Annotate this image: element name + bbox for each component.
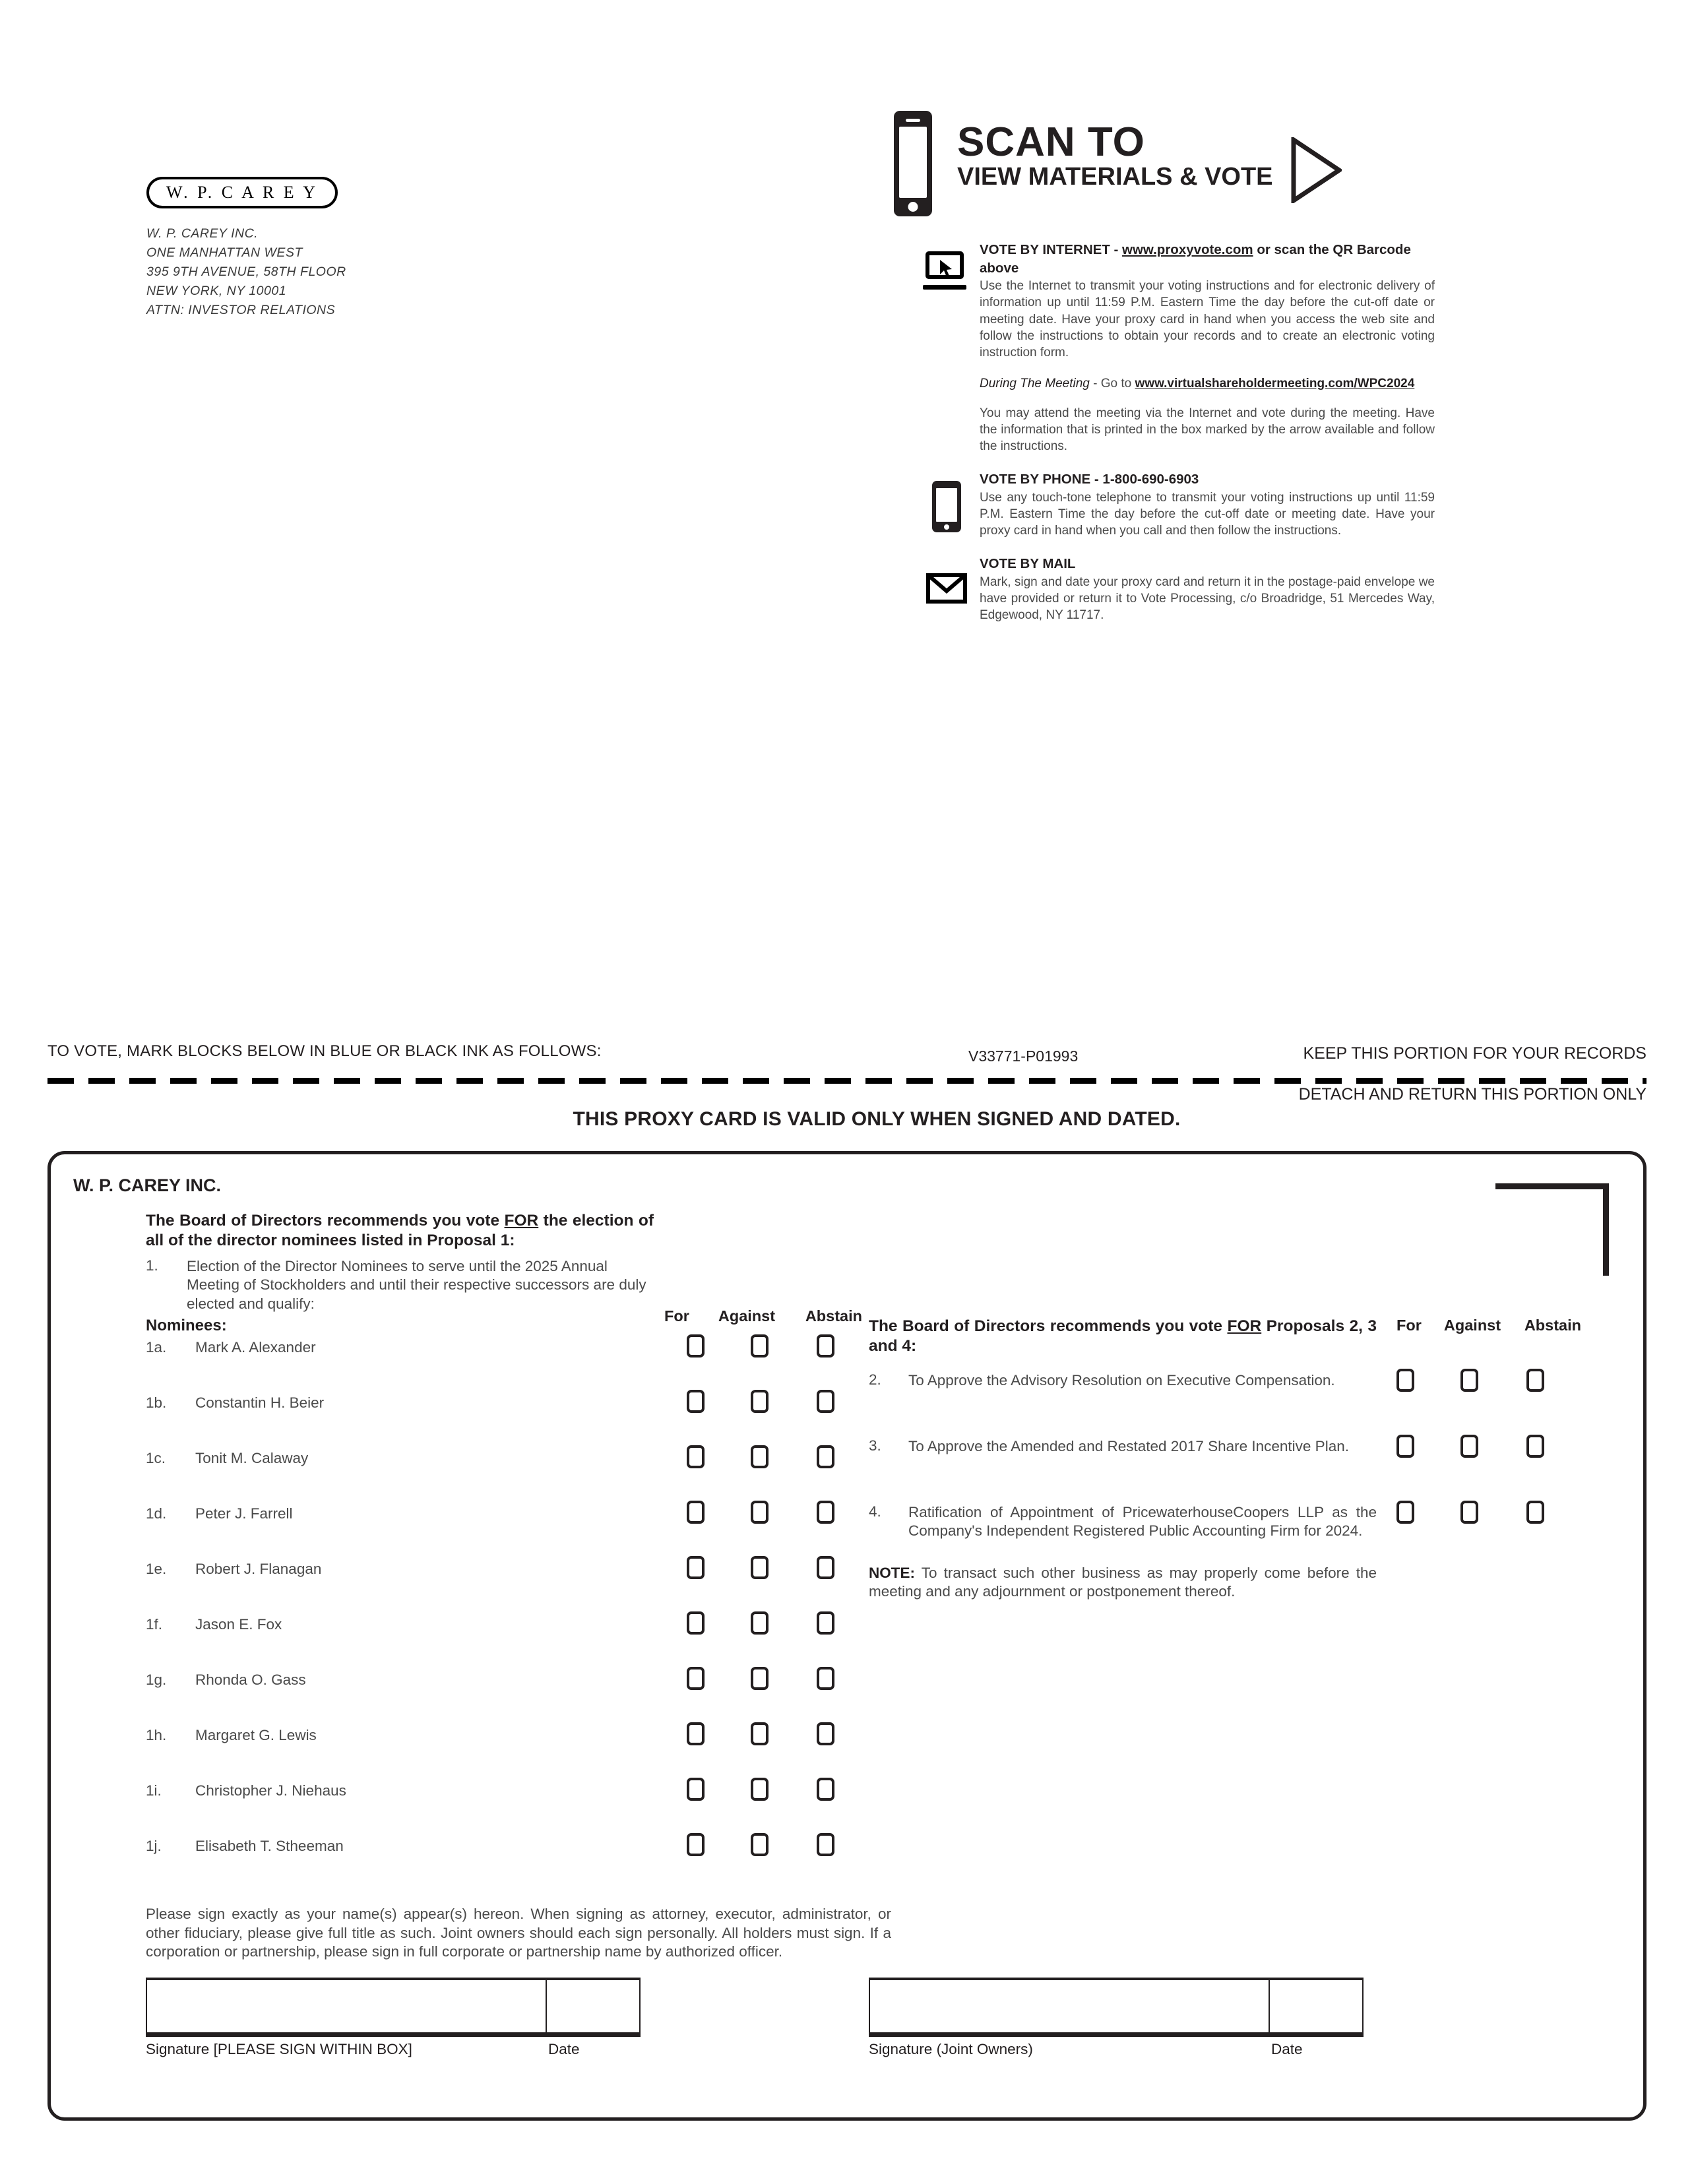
checkbox-abstain[interactable] — [817, 1667, 834, 1690]
nominee-vote-cells — [687, 1667, 885, 1690]
table-row — [73, 1616, 865, 1671]
note-label: NOTE: — [869, 1564, 915, 1581]
nominee-id: 1d. — [146, 1505, 167, 1522]
nominee-vote-cells — [687, 1334, 885, 1357]
nominee-name: Margaret G. Lewis — [195, 1727, 317, 1743]
envelope-icon — [926, 573, 967, 604]
mail-text — [980, 555, 1435, 623]
checkbox-against[interactable] — [1460, 1369, 1478, 1392]
checkbox-against[interactable] — [751, 1390, 769, 1413]
vote-by-mail-row — [914, 555, 1435, 623]
nominee-vote-cells — [687, 1501, 885, 1524]
table-row — [73, 1505, 865, 1561]
mail-icon-cell — [914, 555, 980, 623]
date-field-joint[interactable] — [1270, 1980, 1362, 2032]
nominee-vote-cells — [687, 1778, 885, 1801]
checkbox-for[interactable] — [687, 1833, 705, 1856]
signature-label-joint: Signature (Joint Owners) — [869, 2041, 1033, 2057]
during-meeting-mid: - Go to — [1089, 376, 1135, 390]
table-row — [73, 1339, 865, 1394]
header-for-right: For — [1396, 1317, 1422, 1334]
keep-portion-label: KEEP THIS PORTION FOR YOUR RECORDS — [1303, 1044, 1647, 1063]
nominee-name: Elisabeth T. Stheeman — [195, 1838, 344, 1854]
left-column-headers — [664, 1307, 862, 1325]
proposal-3-row — [869, 1437, 1621, 1489]
nominee-id: 1c. — [146, 1450, 166, 1466]
phone-icon-cell — [914, 470, 980, 539]
header-for-left: For — [664, 1307, 689, 1325]
checkbox-for[interactable] — [687, 1722, 705, 1745]
scan-text-group — [957, 119, 1273, 191]
control-number: V33771-P01993 — [968, 1047, 1079, 1065]
internet-head-prefix: VOTE BY INTERNET - — [980, 242, 1123, 257]
signature-labels-primary — [146, 2041, 641, 2058]
address-line-4: NEW YORK, NY 10001 — [146, 284, 287, 298]
proxyvote-url[interactable]: www.proxyvote.com — [1122, 242, 1253, 257]
table-row — [73, 1838, 865, 1893]
phone-speaker-icon — [906, 119, 920, 122]
scan-to-banner — [894, 111, 1342, 216]
checkbox-for[interactable] — [687, 1667, 705, 1690]
right-column-headers — [1396, 1317, 1594, 1334]
checkbox-abstain[interactable] — [817, 1445, 834, 1468]
checkbox-abstain[interactable] — [1526, 1369, 1544, 1392]
signature-box-primary[interactable] — [146, 1978, 641, 2037]
checkbox-for[interactable] — [687, 1556, 705, 1579]
logo-pill — [146, 177, 338, 208]
address-line-5: ATTN: INVESTOR RELATIONS — [146, 303, 336, 317]
checkbox-against[interactable] — [751, 1445, 769, 1468]
nominee-name: Tonit M. Calaway — [195, 1450, 309, 1466]
checkbox-abstain[interactable] — [817, 1501, 834, 1524]
nominee-vote-cells — [687, 1833, 885, 1856]
proposal-3-number: 3. — [869, 1437, 881, 1454]
card-company-title: W. P. CAREY INC. — [73, 1175, 222, 1195]
mail-heading: VOTE BY MAIL — [980, 555, 1076, 571]
checkbox-against[interactable] — [751, 1722, 769, 1745]
nominee-name: Jason E. Fox — [195, 1616, 282, 1633]
note-body: To transact such other business as may properly come before the meeting and any adjournment or postponement thereof. — [869, 1564, 1377, 1600]
phone-heading: VOTE BY PHONE - 1-800-690-6903 — [980, 472, 1199, 487]
play-arrow-icon — [1290, 137, 1342, 203]
proposal-2-text: To Approve the Advisory Resolution on Executive Compensation. — [908, 1371, 1335, 1388]
nominee-name: Peter J. Farrell — [195, 1505, 293, 1522]
right-column — [869, 1317, 1621, 1602]
cursor-icon — [940, 260, 955, 278]
proposal-4-number: 4. — [869, 1503, 881, 1520]
phone-text — [980, 470, 1435, 539]
proposal-4-text: Ratification of Appointment of PricewaterhouseCoopers LLP as the Company's Independent Registered Public Accounting Firm for 2024. — [908, 1503, 1377, 1540]
voting-instructions — [914, 241, 1435, 627]
signature-field-joint[interactable] — [870, 1980, 1270, 2032]
rec1-post: the election of all of the director nominees listed in Proposal 1: — [146, 1212, 654, 1250]
checkbox-abstain[interactable] — [817, 1334, 834, 1357]
signature-instructions: Please sign exactly as your name(s) appear(s) hereon. When signing as attorney, executor, administrator, or other fiduciary, please give full title as such. Joint owners should each sign personally. All holders must sign. If a corporation or partnership, please sign in full corporate or partnership name by authorized officer. — [146, 1906, 891, 1960]
signature-block-primary — [146, 1978, 641, 2058]
valid-when-signed-notice: THIS PROXY CARD IS VALID ONLY WHEN SIGNED AND DATED. — [573, 1108, 1181, 1130]
date-label-primary: Date — [548, 2041, 580, 2057]
date-field-primary[interactable] — [547, 1980, 639, 2032]
internet-text — [980, 241, 1435, 454]
rec1-for: FOR — [504, 1212, 539, 1230]
signature-labels-joint — [869, 2041, 1364, 2058]
nominee-id: 1a. — [146, 1339, 167, 1356]
during-meeting-line — [980, 375, 1435, 392]
proposal-2-row — [869, 1371, 1621, 1423]
recommendation-proposal-1 — [146, 1211, 654, 1251]
checkbox-for[interactable] — [1396, 1501, 1414, 1524]
checkbox-against[interactable] — [751, 1501, 769, 1524]
internet-head-suffix: or scan the QR Barcode above — [980, 242, 1411, 276]
nominee-id: 1f. — [146, 1616, 163, 1633]
nominee-name: Mark A. Alexander — [195, 1339, 316, 1356]
table-row — [73, 1394, 865, 1450]
internet-body: Use the Internet to transmit your voting instructions and for electronic delivery of information up until 11:59 P.M. Eastern Time the day before the cut-off date or meeting date. Have your proxy card in hand when you access the web site and follow the instructions to obtain your records and to create an electronic voting instruction form. — [980, 279, 1435, 359]
view-materials-vote-label: VIEW MATERIALS & VOTE — [957, 162, 1273, 191]
nominee-list — [73, 1339, 865, 1893]
rec1-pre: The Board of Directors recommends you vote — [146, 1212, 505, 1230]
nominee-vote-cells — [687, 1445, 885, 1468]
rec2-post: Proposals 2, 3 and 4: — [869, 1317, 1377, 1356]
checkbox-against[interactable] — [751, 1667, 769, 1690]
smartphone-icon — [894, 111, 932, 216]
header-against-left: Against — [718, 1307, 776, 1325]
nominee-vote-cells — [687, 1722, 885, 1745]
vote-by-internet-row — [914, 241, 1435, 454]
table-row — [73, 1450, 865, 1505]
laptop-icon-cell — [914, 241, 980, 454]
phone-body: Use any touch-tone telephone to transmit your voting instructions up until 11:59 P.M. Eastern Time the day before the cut-off date or meeting date. Have your proxy card in hand when you call and then follow the instructions. — [980, 490, 1435, 538]
checkbox-against[interactable] — [751, 1833, 769, 1856]
nominee-vote-cells — [687, 1556, 885, 1579]
nominee-name: Robert J. Flanagan — [195, 1561, 322, 1577]
laptop-icon — [925, 251, 968, 284]
internet-heading — [980, 241, 1435, 277]
nominee-id: 1e. — [146, 1561, 167, 1577]
signature-field-primary[interactable] — [147, 1980, 547, 2032]
nominee-name: Christopher J. Niehaus — [195, 1782, 346, 1799]
mailing-address — [146, 224, 346, 320]
address-line-3: 395 9TH AVENUE, 58TH FLOOR — [146, 265, 346, 279]
checkbox-against[interactable] — [751, 1611, 769, 1635]
checkbox-for[interactable] — [687, 1501, 705, 1524]
checkbox-against[interactable] — [751, 1334, 769, 1357]
checkbox-against[interactable] — [1460, 1501, 1478, 1524]
proposal-1-number: 1. — [146, 1257, 158, 1274]
checkbox-abstain[interactable] — [817, 1390, 834, 1413]
nominee-id: 1g. — [146, 1671, 167, 1688]
checkbox-abstain[interactable] — [817, 1611, 834, 1635]
nominees-label: Nominees: — [146, 1317, 227, 1335]
proxy-card-body — [47, 1151, 1647, 2121]
proposal-1-text: Election of the Director Nominees to serve until the 2025 Annual Meeting of Stockholders and until their respective successors are duly elected and qualify: — [187, 1257, 646, 1312]
proposal-3-text: To Approve the Amended and Restated 2017 Share Incentive Plan. — [908, 1437, 1349, 1454]
proposal-2-number: 2. — [869, 1371, 881, 1388]
nominee-id: 1b. — [146, 1394, 167, 1411]
address-line-2: ONE MANHATTAN WEST — [146, 245, 303, 260]
during-meeting-body: You may attend the meeting via the Internet and vote during the meeting. Have the information that is printed in the box marked by the arrow available and follow the instructions. — [980, 406, 1435, 453]
checkbox-for[interactable] — [687, 1334, 705, 1357]
signature-block-joint — [869, 1978, 1364, 2058]
logo-text: W. P. C A R E Y — [166, 183, 318, 202]
nominee-name: Rhonda O. Gass — [195, 1671, 306, 1688]
nominee-name: Constantin H. Beier — [195, 1394, 325, 1411]
checkbox-abstain[interactable] — [817, 1833, 834, 1856]
checkbox-against[interactable] — [1460, 1435, 1478, 1458]
company-logo — [146, 177, 338, 208]
proposal-4-row — [869, 1503, 1621, 1555]
table-row — [73, 1561, 865, 1616]
header-abstain-right: Abstain — [1524, 1317, 1581, 1334]
checkbox-abstain[interactable] — [817, 1722, 834, 1745]
proposal-1-row — [146, 1257, 654, 1314]
nominee-id: 1i. — [146, 1782, 162, 1799]
registration-corner-mark — [1495, 1183, 1609, 1276]
checkbox-abstain[interactable] — [817, 1778, 834, 1801]
perforation-line — [47, 1078, 1647, 1084]
proposal-4-vote-cells — [1396, 1501, 1568, 1524]
checkbox-for[interactable] — [1396, 1369, 1414, 1392]
checkbox-for[interactable] — [1396, 1435, 1414, 1458]
header-abstain-left: Abstain — [805, 1307, 862, 1325]
checkbox-for[interactable] — [687, 1778, 705, 1801]
checkbox-for[interactable] — [687, 1390, 705, 1413]
scan-to-label: SCAN TO — [957, 119, 1145, 165]
during-meeting-label: During The Meeting — [980, 376, 1090, 390]
virtual-meeting-url[interactable]: www.virtualshareholdermeeting.com/WPC2024 — [1135, 376, 1415, 390]
nominee-vote-cells — [687, 1611, 885, 1635]
signature-label-primary: Signature [PLEASE SIGN WITHIN BOX] — [146, 2041, 412, 2057]
rec2-pre: The Board of Directors recommends you vote — [869, 1317, 1228, 1335]
vote-by-phone-row — [914, 470, 1435, 539]
rec2-for: FOR — [1227, 1317, 1262, 1335]
header-against-right: Against — [1443, 1317, 1501, 1334]
checkbox-abstain[interactable] — [1526, 1435, 1544, 1458]
proposal-3-vote-cells — [1396, 1435, 1568, 1458]
mail-body: Mark, sign and date your proxy card and return it in the postage-paid envelope we have provided or return it to Vote Processing, c/o Broadridge, 51 Mercedes Way, Edgewood, NY 11717. — [980, 575, 1435, 622]
nominee-vote-cells — [687, 1390, 885, 1413]
recommendation-proposals-234 — [869, 1317, 1377, 1357]
proposal-2-vote-cells — [1396, 1369, 1568, 1392]
checkbox-against[interactable] — [751, 1556, 769, 1579]
table-row — [73, 1782, 865, 1838]
signature-box-joint[interactable] — [869, 1978, 1364, 2037]
nominee-id: 1j. — [146, 1838, 162, 1854]
address-line-1: W. P. CAREY INC. — [146, 226, 259, 241]
checkbox-abstain[interactable] — [1526, 1501, 1544, 1524]
nominee-id: 1h. — [146, 1727, 167, 1743]
checkbox-for[interactable] — [687, 1611, 705, 1635]
checkbox-abstain[interactable] — [817, 1556, 834, 1579]
note-text — [869, 1564, 1377, 1602]
mobile-phone-icon — [932, 481, 961, 532]
date-label-joint: Date — [1271, 2041, 1303, 2057]
checkbox-against[interactable] — [751, 1778, 769, 1801]
to-vote-instruction: TO VOTE, MARK BLOCKS BELOW IN BLUE OR BLACK INK AS FOLLOWS: — [47, 1042, 602, 1060]
detach-portion-label: DETACH AND RETURN THIS PORTION ONLY — [1298, 1085, 1647, 1104]
table-row — [73, 1671, 865, 1727]
checkbox-for[interactable] — [687, 1445, 705, 1468]
table-row — [73, 1727, 865, 1782]
